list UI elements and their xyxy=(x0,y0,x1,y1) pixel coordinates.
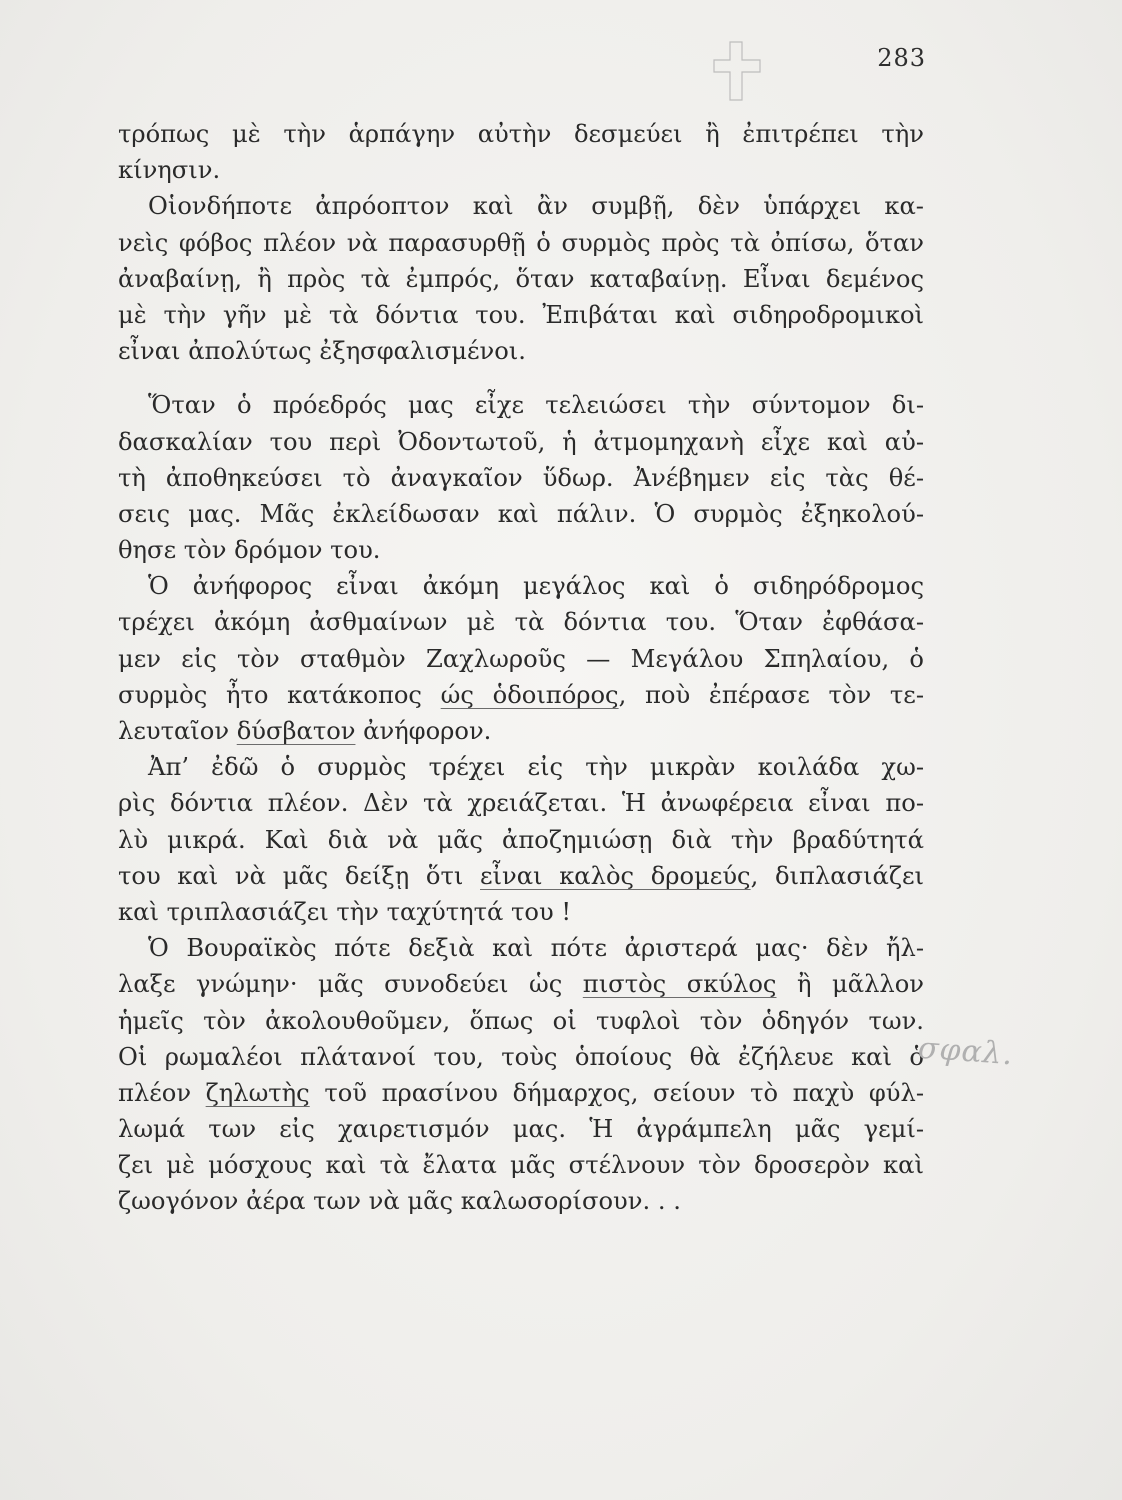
text-line: ἡμεῖς τὸν ἀκολουθοῦμεν, ὅπως οἱ τυφλοὶ τὸν ὁδηγόν των. xyxy=(118,1006,924,1035)
text-line: λευταῖον δύσβατον ἀνήφορον. xyxy=(118,717,492,745)
text-line: νεὶς φόβος πλέον νὰ παρασυρθῇ ὁ συρμὸς πρὸς τὰ ὀπίσω, ὅταν xyxy=(118,228,924,257)
text-line: μεν εἰς τὸν σταθμὸν Ζαχλωροῦς — Μεγάλου Σπηλαίου, ὁ xyxy=(118,644,924,673)
text-line: λωμά των εἰς χαιρετισμόν μας. Ἡ ἀγράμπελη μᾶς γεμί- xyxy=(118,1115,924,1144)
text-line: Ἀπ’ ἐδῶ ὁ συρμὸς τρέχει εἰς τὴν μικρὰν κοιλάδα χω- xyxy=(148,753,924,782)
text-line: ζει μὲ μόσχους καὶ τὰ ἔλατα μᾶς στέλνουν τὸν δροσερὸν καὶ xyxy=(118,1151,924,1180)
text-line: λαξε γνώμην· μᾶς συνοδεύει ὡς πιστὸς σκύλος ἢ μᾶλλον xyxy=(118,970,925,999)
text-line: ρὶς δόντια πλέον. Δὲν τὰ χρειάζεται. Ἡ ἀνωφέρεια εἶναι πο- xyxy=(118,789,924,818)
paragraph-gap xyxy=(118,369,924,387)
text-line: του καὶ νὰ μᾶς δείξῃ ὅτι εἶναι καλὸς δρομεύς, διπλασιάζει xyxy=(118,861,924,890)
pencil-cross-mark-icon xyxy=(712,40,762,102)
text-line: Ὁ Βουραϊκὸς πότε δεξιὰ καὶ πότε ἀριστερά μας· δὲν ἤλ- xyxy=(148,934,924,963)
text-line: πλέον ζηλωτὴς τοῦ πρασίνου δήμαρχος, σείουν τὸ παχὺ φύλ- xyxy=(118,1078,924,1107)
text-line: κίνησιν. xyxy=(118,156,221,185)
text-line: εἶναι ἀπολύτως ἐξησφαλισμένοι. xyxy=(118,337,526,366)
text-line: Οἱονδήποτε ἀπρόοπτον καὶ ἂν συμβῇ, δὲν ὑπάρχει κα- xyxy=(148,192,924,221)
text-line: σεις μας. Μᾶς ἐκλείδωσαν καὶ πάλιν. Ὁ συρμὸς ἐξηκολού- xyxy=(118,499,924,528)
text-line: μὲ τὴν γῆν μὲ τὰ δόντια του. Ἐπιβάται καὶ σιδηροδρομικοὶ xyxy=(118,300,924,329)
margin-note: σφαλ. xyxy=(916,1030,1015,1073)
text-line: τρέχει ἀκόμη ἀσθμαίνων μὲ τὰ δόντια του. Ὅταν ἐφθάσα- xyxy=(118,608,924,637)
text-line: λὺ μικρά. Καὶ διὰ νὰ μᾶς ἀποζημιώσῃ διὰ τὴν βραδύτητά xyxy=(118,825,924,854)
text-line: θησε τὸν δρόμον του. xyxy=(118,536,381,565)
text-line: Ὅταν ὁ πρόεδρός μας εἶχε τελειώσει τὴν σύντομον δι- xyxy=(148,391,924,420)
body-text xyxy=(118,116,924,1220)
text-line: τὴ ἀποθηκεύσει τὸ ἀναγκαῖον ὕδωρ. Ἀνέβημεν εἰς τὰς θέ- xyxy=(118,463,924,492)
text-line: δασκαλίαν του περὶ Ὀδοντωτοῦ, ἡ ἀτμομηχανὴ εἶχε καὶ αὐ- xyxy=(118,427,924,456)
text-line: ἀναβαίνῃ, ἢ πρὸς τὰ ἐμπρός, ὅταν καταβαίνῃ. Εἶναι δεμένος xyxy=(118,264,924,293)
text-line: Ὁ ἀνήφορος εἶναι ἀκόμη μεγάλος καὶ ὁ σιδηρόδρομος xyxy=(148,572,924,601)
text-line: Οἱ ρωμαλέοι πλάτανοί του, τοὺς ὁποίους θὰ ἐζήλευε καὶ ὁ xyxy=(118,1042,924,1071)
text-line: τρόπως μὲ τὴν ἁρπάγην αὐτὴν δεσμεύει ἢ ἐπιτρέπει τὴν xyxy=(118,120,924,148)
page-number: 283 xyxy=(877,44,926,72)
text-line: ζωογόνον ἀέρα των νὰ μᾶς καλωσορίσουν. . . xyxy=(118,1187,681,1216)
text-line: συρμὸς ἦτο κατάκοπος ώς ὁδοιπόρος, ποὺ ἐπέρασε τὸν τε- xyxy=(118,680,924,709)
text-line: καὶ τριπλασιάζει τὴν ταχύτητά του ! xyxy=(118,897,572,926)
